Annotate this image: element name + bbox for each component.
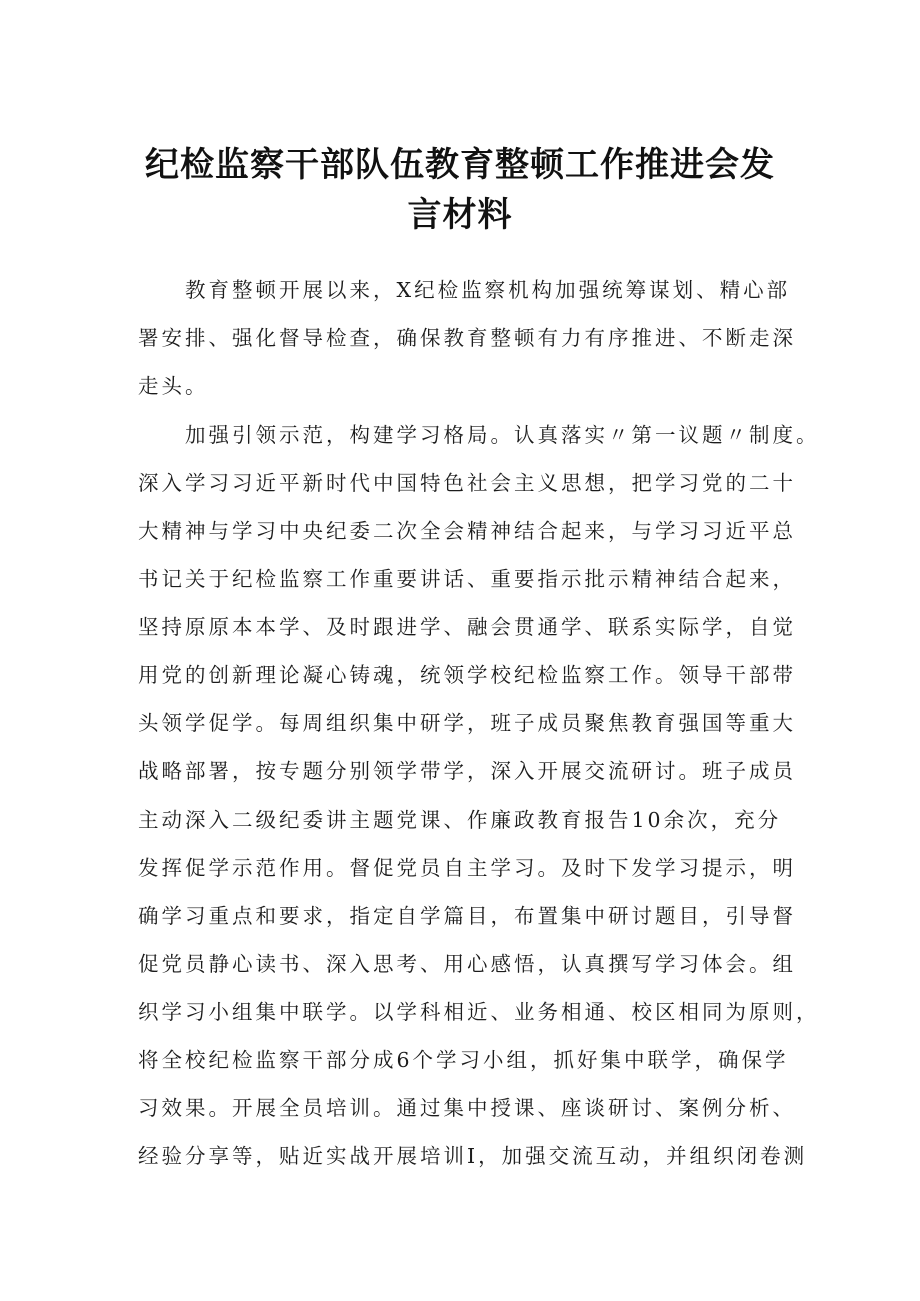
body-line: 发挥促学示范作用。督促党员自主学习。及时下发学习提示，明 bbox=[138, 856, 796, 880]
body-line: 促党员静心读书、深入思考、用心感悟，认真撰写学习体会。组 bbox=[138, 952, 796, 976]
body-line: 走头。 bbox=[138, 374, 209, 398]
document-title-line-2: 言材料 bbox=[407, 195, 513, 235]
body-line: 主动深入二级纪委讲主题党课、作廉政教育报告10余次，充分 bbox=[138, 808, 782, 832]
body-line: 战略部署，按专题分别领学带学，深入开展交流研讨。班子成员 bbox=[138, 759, 796, 783]
body-line: 头领学促学。每周组织集中研学，班子成员聚焦教育强国等重大 bbox=[138, 711, 796, 735]
body-line: 用党的创新理论凝心铸魂，统领学校纪检监察工作。领导干部带 bbox=[138, 663, 796, 687]
body-line: 习效果。开展全员培训。通过集中授课、座谈研讨、案例分析、 bbox=[138, 1096, 796, 1120]
document-title-line-1: 纪检监察干部队伍教育整顿工作推进会发 bbox=[145, 145, 775, 185]
body-line: 确学习重点和要求，指定自学篇目，布置集中研讨题目，引导督 bbox=[138, 904, 796, 928]
body-line: 加强引领示范，构建学习格局。认真落实〃第一议题〃制度。 bbox=[138, 423, 820, 447]
body-line: 将全校纪检监察干部分成6个学习小组，抓好集中联学，确保学 bbox=[138, 1048, 789, 1072]
body-line: 织学习小组集中联学。以学科相近、业务相通、校区相同为原则， bbox=[138, 1000, 820, 1024]
body-line: 书记关于纪检监察工作重要讲话、重要指示批示精神结合起来， bbox=[138, 567, 796, 591]
body-line: 署安排、强化督导检查，确保教育整顿有力有序推进、不断走深 bbox=[138, 326, 796, 350]
body-line: 坚持原原本本学、及时跟进学、融会贯通学、联系实际学，自觉 bbox=[138, 615, 796, 639]
body-line: 深入学习习近平新时代中国特色社会主义思想，把学习党的二十 bbox=[138, 471, 796, 495]
body-line: 教育整顿开展以来，X纪检监察机构加强统筹谋划、精心部 bbox=[138, 278, 791, 302]
body-line: 经验分享等，贴近实战开展培训I，加强交流互动，并组织闭卷测 bbox=[138, 1144, 808, 1168]
body-line: 大精神与学习中央纪委二次全会精神结合起来，与学习习近平总 bbox=[138, 519, 796, 543]
